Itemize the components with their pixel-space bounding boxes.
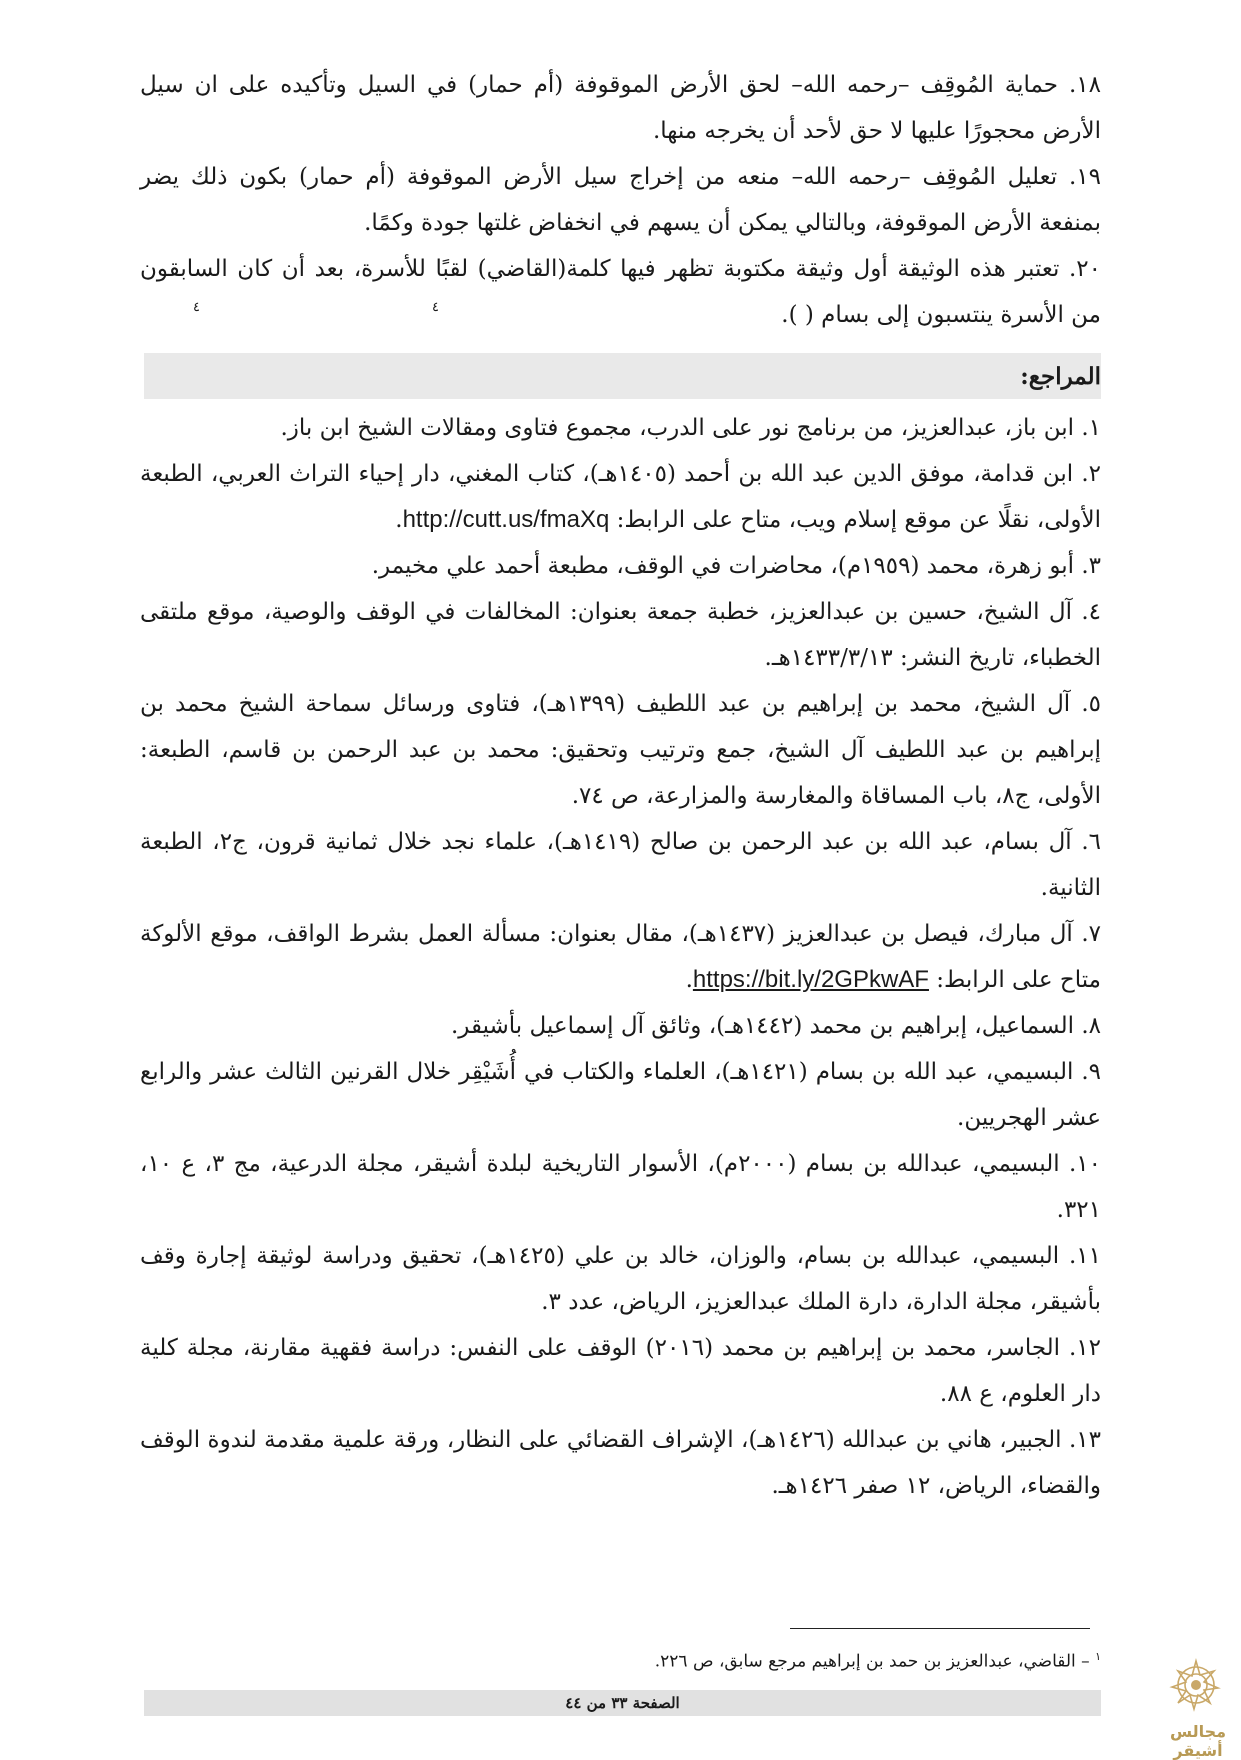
reference-text: آل الشيخ، حسين بن عبدالعزيز، خطبة جمعة بعنوان: المخالفات في الوقف والوصية، موقع ملتقى الخطباء، تاريخ النشر: ١٤٣٣/٣/١٣هـ. [140, 599, 1101, 671]
conclusions-list [140, 62, 1101, 338]
reference-item [140, 1003, 1101, 1049]
reference-text: السماعيل، إبراهيم بن محمد (١٤٤٢هـ)، وثائق آل إسماعيل بأشيقر. [450, 1013, 1075, 1039]
item-number: ١٩. [1068, 164, 1101, 190]
reference-text: ابن قدامة، موفق الدين عبد الله بن أحمد (١٤٠٥هـ)، كتاب المغني، دار إحياء التراث العربي، الطبعة الأولى، نقلًا عن موقع إسلام ويب، متاح على الرابط: [140, 461, 1101, 533]
reference-item [140, 451, 1101, 543]
references-header-band [144, 353, 1101, 399]
reference-tail: . [685, 967, 693, 993]
reference-number: ٨. [1081, 1013, 1101, 1039]
page-number-footer: الصفحة ٣٣ من ٤٤ [144, 1690, 1101, 1716]
reference-number: ١. [1081, 415, 1101, 441]
reference-number: ٤. [1081, 599, 1102, 625]
reference-item [140, 1233, 1101, 1325]
reference-item [140, 819, 1101, 911]
reference-number: ٦. [1081, 829, 1101, 855]
reference-item [140, 589, 1101, 681]
footnote-mark: ٤ [193, 300, 200, 315]
reference-text: البسيمي، عبدالله بن بسام (٢٠٠٠م)، الأسوار التاريخية لبلدة أشيقر، مجلة الدرعية، مج ٣، ع ١٠، ٣٢١. [140, 1151, 1101, 1223]
reference-text: ابن باز، عبدالعزيز، من برنامج نور على الدرب، مجموع فتاوى ومقالات الشيخ ابن باز. [280, 415, 1075, 441]
reference-text: البسيمي، عبدالله بن بسام، والوزان، خالد بن علي (١٤٢٥هـ)، تحقيق ودراسة لوثيقة إجارة وقف بأشيقر، مجلة الدارة، دارة الملك عبدالعزيز، الرياض، عدد ٣. [140, 1243, 1101, 1315]
item-number: ١٨. [1068, 72, 1101, 98]
footnote-separator [790, 1628, 1090, 1629]
item-number: ٢٠. [1068, 256, 1102, 282]
watermark-logo-text: مجالس أشيقر [1169, 1722, 1227, 1760]
reference-text: البسيمي، عبد الله بن بسام (١٤٢١هـ)، العلماء والكتاب في أُشَيْقِر خلال القرنين الثالث عشر والرابع عشر الهجريين. [140, 1059, 1101, 1131]
reference-text: آل مبارك، فيصل بن عبدالعزيز (١٤٣٧هـ)، مقال بعنوان: مسألة العمل بشرط الواقف، موقع الألوكة متاح على الرابط: [140, 921, 1101, 993]
reference-item [140, 1325, 1101, 1417]
reference-item [140, 681, 1101, 819]
reference-text: أبو زهرة، محمد (١٩٥٩م)، محاضرات في الوقف، مطبعة أحمد علي مخيمر. [371, 553, 1075, 579]
list-item [140, 154, 1101, 246]
reference-item [140, 1141, 1101, 1233]
reference-link[interactable]: http://cutt.us/fmaXq [402, 506, 610, 533]
reference-text: آل الشيخ، محمد بن إبراهيم بن عبد اللطيف (١٣٩٩هـ)، فتاوى ورسائل سماحة الشيخ محمد بن إبراهيم بن عبد اللطيف آل الشيخ، جمع وترتيب وتحقيق: محمد بن عبد الرحمن بن قاسم، الطبعة: الأولى، ج٨، باب المساقاة والمغارسة والمزارعة، ص ٧٤. [140, 691, 1101, 809]
reference-item [140, 911, 1101, 1003]
reference-text: الجاسر، محمد بن إبراهيم بن محمد (٢٠١٦) الوقف على النفس: دراسة فقهية مقارنة، مجلة كلية دار العلوم، ع ٨٨. [140, 1335, 1101, 1407]
footnote [140, 1645, 1101, 1674]
reference-number: ٩. [1081, 1059, 1102, 1085]
reference-number: ١٢. [1068, 1335, 1101, 1361]
reference-text: آل بسام، عبد الله بن عبد الرحمن بن صالح (١٤١٩هـ)، علماء نجد خلال ثمانية قرون، ج٢، الطبعة الثانية. [140, 829, 1101, 901]
reference-number: ٢. [1081, 461, 1101, 487]
reference-item [140, 543, 1101, 589]
reference-tail: . [395, 507, 403, 533]
reference-text: الجبير، هاني بن عبدالله (١٤٢٦هـ)، الإشراف القضائي على النظار، ورقة علمية مقدمة لندوة الوقف والقضاء، الرياض، ١٢ صفر ١٤٢٦هـ. [140, 1427, 1101, 1499]
references-title: المراجع: [1020, 363, 1101, 390]
item-text: حماية المُوقِف –رحمه الله– لحق الأرض الموقوفة (أم حمار) في السيل وتأكيده على ان سيل الأرض محجورًا عليها لا حق لأحد أن يخرجه منها. [140, 72, 1101, 144]
footnote-text: – القاضي، عبدالعزيز بن حمد بن إبراهيم مرجع سابق، ص ٢٢٦. [654, 1651, 1096, 1672]
item-text: تعتبر هذه الوثيقة أول وثيقة مكتوبة تظهر فيها كلمة(القاضي) لقبًا للأسرة، بعد أن كان السابقون من الأسرة ينتسبون إلى بسام ( ). [140, 256, 1101, 328]
reference-number: ٧. [1081, 921, 1102, 947]
item-text: تعليل المُوقِف –رحمه الله– منعه من إخراج سيل الأرض الموقوفة (أم حمار) بكون ذلك يضر بمنفعة الأرض الموقوفة، وبالتالي يمكن أن يسهم في انخفاض غلتها جودة وكمًا. [140, 164, 1101, 236]
reference-item [140, 1049, 1101, 1141]
footnote-mark: ٤ [432, 300, 439, 315]
footnote-reference-marks [0, 300, 1241, 316]
reference-item [140, 405, 1101, 451]
reference-link[interactable]: https://bit.ly/2GPkwAF [692, 966, 929, 993]
references-list [140, 405, 1101, 1509]
list-item [140, 62, 1101, 154]
reference-number: ١١. [1068, 1243, 1102, 1269]
reference-item [140, 1417, 1101, 1509]
reference-number: ٥. [1081, 691, 1101, 717]
reference-number: ١٣. [1068, 1427, 1102, 1453]
list-item [140, 246, 1101, 338]
reference-number: ١٠. [1068, 1151, 1102, 1177]
reference-number: ٣. [1081, 553, 1101, 579]
footnote-number: ١ [1095, 1650, 1101, 1663]
